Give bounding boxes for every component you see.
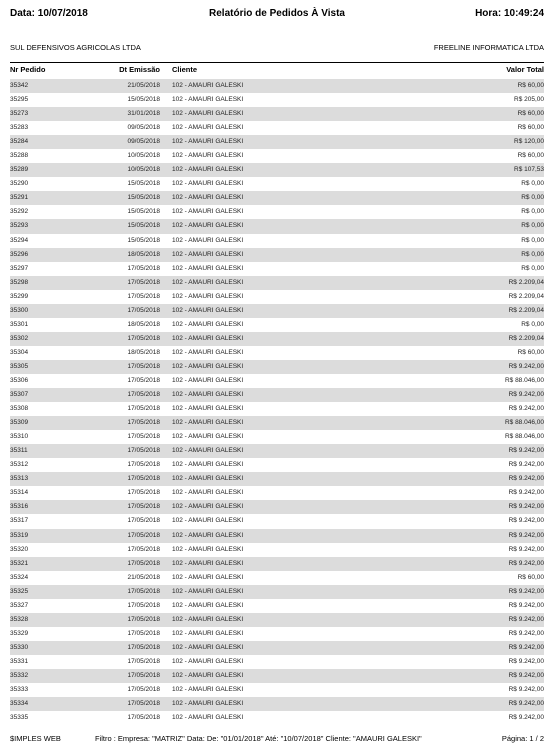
- header-divider: [10, 62, 544, 63]
- cell-issue-date: 21/05/2018: [127, 82, 160, 89]
- cell-order-number: 35310: [10, 433, 29, 441]
- table-row: [10, 500, 544, 514]
- cell-total-value: R$ 9.242,00: [508, 405, 544, 413]
- cell-issue-date: 17/05/2018: [127, 475, 160, 483]
- cell-order-number: 35299: [10, 292, 29, 300]
- cell-order-number: 35298: [10, 278, 29, 286]
- cell-client: 102 - AMAURI GALESKI: [172, 489, 244, 497]
- cell-total-value: R$ 88.046,00: [504, 433, 544, 441]
- cell-total-value: R$ 205,00: [514, 96, 544, 104]
- cell-client: 102 - AMAURI GALESKI: [172, 124, 244, 132]
- cell-client: 102 - AMAURI GALESKI: [172, 671, 244, 679]
- cell-total-value: R$ 0,00: [521, 180, 544, 188]
- cell-total-value: R$ 60,00: [517, 573, 544, 581]
- cell-order-number: 35328: [10, 615, 29, 623]
- cell-client: 102 - AMAURI GALESKI: [172, 110, 244, 118]
- table-row: [10, 430, 544, 444]
- table-row: [10, 107, 544, 121]
- table-row: [10, 529, 544, 543]
- cell-order-number: 35312: [10, 461, 29, 469]
- cell-client: 102 - AMAURI GALESKI: [172, 391, 244, 399]
- table-row: [10, 627, 544, 641]
- table-row: [10, 472, 544, 486]
- table-row: [10, 290, 544, 304]
- table-body: [10, 79, 544, 725]
- table-row: [10, 121, 544, 135]
- filter-text: Filtro : Empresa: "MATRIZ" Data: De: "01/01/2018" Até: "10/07/2018" Cliente: "AMAURI GALESKI": [95, 734, 422, 743]
- cell-issue-date: 17/05/2018: [127, 545, 160, 553]
- cell-issue-date: 17/05/2018: [127, 531, 160, 539]
- report-time: Hora: 10:49:24: [475, 8, 544, 19]
- cell-order-number: 35313: [10, 475, 29, 483]
- cell-issue-date: 17/05/2018: [127, 306, 160, 314]
- report-header: [10, 8, 544, 24]
- cell-issue-date: 10/05/2018: [127, 152, 160, 160]
- cell-client: 102 - AMAURI GALESKI: [172, 152, 244, 160]
- cell-issue-date: 15/05/2018: [127, 208, 160, 216]
- cell-client: 102 - AMAURI GALESKI: [172, 320, 244, 328]
- cell-total-value: R$ 2.209,04: [508, 278, 544, 286]
- table-row: [10, 205, 544, 219]
- cell-order-number: 35273: [10, 110, 29, 118]
- cell-client: 102 - AMAURI GALESKI: [172, 278, 244, 286]
- report-date: Data: 10/07/2018: [10, 8, 88, 19]
- cell-client: 102 - AMAURI GALESKI: [172, 531, 244, 539]
- client-company: SUL DEFENSIVOS AGRICOLAS LTDA: [10, 43, 141, 52]
- cell-client: 102 - AMAURI GALESKI: [172, 700, 244, 708]
- cell-client: 102 - AMAURI GALESKI: [172, 166, 244, 174]
- cell-order-number: 35300: [10, 306, 29, 314]
- cell-issue-date: 17/05/2018: [127, 671, 160, 679]
- cell-client: 102 - AMAURI GALESKI: [172, 334, 244, 342]
- cell-issue-date: 17/05/2018: [127, 264, 160, 272]
- cell-issue-date: 17/05/2018: [127, 334, 160, 342]
- cell-issue-date: 15/05/2018: [127, 96, 160, 104]
- cell-order-number: 35294: [10, 236, 29, 244]
- cell-client: 102 - AMAURI GALESKI: [172, 208, 244, 216]
- cell-issue-date: 17/05/2018: [127, 376, 160, 384]
- cell-issue-date: 17/05/2018: [127, 292, 160, 300]
- cell-client: 102 - AMAURI GALESKI: [172, 138, 244, 146]
- table-row: [10, 346, 544, 360]
- cell-client: 102 - AMAURI GALESKI: [172, 573, 244, 581]
- cell-issue-date: 18/05/2018: [127, 348, 160, 356]
- cell-order-number: 35317: [10, 517, 29, 525]
- cell-issue-date: 17/05/2018: [127, 419, 160, 427]
- cell-issue-date: 17/05/2018: [127, 714, 160, 722]
- table-row: [10, 655, 544, 669]
- table-row: [10, 276, 544, 290]
- cell-client: 102 - AMAURI GALESKI: [172, 194, 244, 202]
- cell-order-number: 35307: [10, 391, 29, 399]
- table-row: [10, 79, 544, 93]
- cell-issue-date: 17/05/2018: [127, 405, 160, 413]
- cell-total-value: R$ 60,00: [517, 348, 544, 356]
- cell-issue-date: 18/05/2018: [127, 320, 160, 328]
- cell-total-value: R$ 9.242,00: [508, 643, 544, 651]
- table-row: [10, 163, 544, 177]
- cell-order-number: 35333: [10, 686, 29, 694]
- column-header-client: Cliente: [172, 65, 198, 74]
- cell-issue-date: 17/05/2018: [127, 700, 160, 708]
- table-row: [10, 388, 544, 402]
- cell-order-number: 35334: [10, 700, 29, 708]
- cell-total-value: R$ 9.242,00: [508, 503, 544, 511]
- cell-client: 102 - AMAURI GALESKI: [172, 629, 244, 637]
- cell-issue-date: 17/05/2018: [127, 615, 160, 623]
- table-row: [10, 149, 544, 163]
- cell-client: 102 - AMAURI GALESKI: [172, 461, 244, 469]
- cell-total-value: R$ 0,00: [521, 222, 544, 230]
- cell-total-value: R$ 120,00: [514, 138, 544, 146]
- cell-total-value: R$ 88.046,00: [504, 376, 544, 384]
- cell-client: 102 - AMAURI GALESKI: [172, 475, 244, 483]
- cell-order-number: 35311: [10, 447, 28, 455]
- table-header: [10, 65, 544, 77]
- cell-client: 102 - AMAURI GALESKI: [172, 264, 244, 272]
- cell-total-value: R$ 9.242,00: [508, 475, 544, 483]
- cell-total-value: R$ 0,00: [521, 194, 544, 202]
- cell-order-number: 35329: [10, 629, 29, 637]
- table-row: [10, 599, 544, 613]
- cell-order-number: 35308: [10, 405, 29, 413]
- cell-total-value: R$ 9.242,00: [508, 461, 544, 469]
- cell-total-value: R$ 9.242,00: [508, 657, 544, 665]
- cell-client: 102 - AMAURI GALESKI: [172, 643, 244, 651]
- cell-issue-date: 17/05/2018: [127, 489, 160, 497]
- cell-total-value: R$ 9.242,00: [508, 559, 544, 567]
- cell-issue-date: 17/05/2018: [127, 686, 160, 694]
- table-row: [10, 93, 544, 107]
- cell-order-number: 35291: [10, 194, 29, 202]
- cell-client: 102 - AMAURI GALESKI: [172, 517, 244, 525]
- cell-total-value: R$ 9.242,00: [508, 601, 544, 609]
- cell-client: 102 - AMAURI GALESKI: [172, 587, 244, 595]
- cell-issue-date: 17/05/2018: [127, 433, 160, 441]
- cell-total-value: R$ 9.242,00: [508, 545, 544, 553]
- cell-issue-date: 17/05/2018: [127, 629, 160, 637]
- cell-total-value: R$ 2.209,04: [508, 292, 544, 300]
- cell-issue-date: 09/05/2018: [127, 138, 160, 146]
- cell-client: 102 - AMAURI GALESKI: [172, 292, 244, 300]
- cell-total-value: R$ 9.242,00: [508, 362, 544, 370]
- cell-order-number: 35304: [10, 348, 29, 356]
- cell-client: 102 - AMAURI GALESKI: [172, 657, 244, 665]
- cell-client: 102 - AMAURI GALESKI: [172, 559, 244, 567]
- cell-issue-date: 17/05/2018: [127, 362, 160, 370]
- cell-total-value: R$ 60,00: [517, 110, 544, 118]
- cell-order-number: 35293: [10, 222, 29, 230]
- cell-issue-date: 17/05/2018: [127, 643, 160, 651]
- report-footer: [10, 734, 544, 746]
- table-row: [10, 318, 544, 332]
- table-row: [10, 543, 544, 557]
- cell-order-number: 35316: [10, 503, 29, 511]
- cell-order-number: 35295: [10, 96, 29, 104]
- column-header-total: Valor Total: [506, 65, 544, 74]
- cell-total-value: R$ 9.242,00: [508, 714, 544, 722]
- cell-client: 102 - AMAURI GALESKI: [172, 601, 244, 609]
- cell-issue-date: 15/05/2018: [127, 180, 160, 188]
- table-row: [10, 683, 544, 697]
- cell-issue-date: 21/05/2018: [127, 573, 160, 581]
- cell-issue-date: 17/05/2018: [127, 447, 160, 455]
- cell-client: 102 - AMAURI GALESKI: [172, 447, 244, 455]
- cell-order-number: 35327: [10, 601, 29, 609]
- cell-total-value: R$ 88.046,00: [504, 419, 544, 427]
- cell-client: 102 - AMAURI GALESKI: [172, 433, 244, 441]
- cell-total-value: R$ 9.242,00: [508, 686, 544, 694]
- cell-issue-date: 09/05/2018: [127, 124, 160, 132]
- cell-total-value: R$ 0,00: [521, 250, 544, 258]
- cell-total-value: R$ 2.209,04: [508, 306, 544, 314]
- cell-total-value: R$ 0,00: [521, 264, 544, 272]
- cell-total-value: R$ 2.209,04: [508, 334, 544, 342]
- cell-total-value: R$ 0,00: [521, 236, 544, 244]
- cell-client: 102 - AMAURI GALESKI: [172, 222, 244, 230]
- cell-issue-date: 17/05/2018: [127, 559, 160, 567]
- table-row: [10, 135, 544, 149]
- table-row: [10, 177, 544, 191]
- cell-issue-date: 17/05/2018: [127, 657, 160, 665]
- cell-order-number: 35324: [10, 573, 29, 581]
- cell-issue-date: 15/05/2018: [127, 222, 160, 230]
- cell-order-number: 35284: [10, 138, 29, 146]
- table-row: [10, 669, 544, 683]
- table-row: [10, 613, 544, 627]
- cell-order-number: 35332: [10, 671, 29, 679]
- cell-order-number: 35342: [10, 82, 29, 89]
- table-row: [10, 332, 544, 346]
- cell-order-number: 35320: [10, 545, 29, 553]
- cell-total-value: R$ 9.242,00: [508, 587, 544, 595]
- cell-order-number: 35325: [10, 587, 29, 595]
- cell-total-value: R$ 9.242,00: [508, 391, 544, 399]
- table-row: [10, 262, 544, 276]
- cell-client: 102 - AMAURI GALESKI: [172, 180, 244, 188]
- cell-total-value: R$ 9.242,00: [508, 517, 544, 525]
- cell-issue-date: 17/05/2018: [127, 587, 160, 595]
- table-row: [10, 402, 544, 416]
- cell-order-number: 35289: [10, 166, 29, 174]
- cell-client: 102 - AMAURI GALESKI: [172, 376, 244, 384]
- cell-total-value: R$ 9.242,00: [508, 671, 544, 679]
- cell-total-value: R$ 9.242,00: [508, 447, 544, 455]
- cell-client: 102 - AMAURI GALESKI: [172, 686, 244, 694]
- table-row: [10, 234, 544, 248]
- table-row: [10, 191, 544, 205]
- cell-client: 102 - AMAURI GALESKI: [172, 236, 244, 244]
- table-row: [10, 248, 544, 262]
- table-row: [10, 585, 544, 599]
- cell-client: 102 - AMAURI GALESKI: [172, 419, 244, 427]
- cell-order-number: 35302: [10, 334, 29, 342]
- cell-total-value: R$ 9.242,00: [508, 531, 544, 539]
- table-row: [10, 571, 544, 585]
- cell-total-value: R$ 9.242,00: [508, 615, 544, 623]
- cell-order-number: 35305: [10, 362, 29, 370]
- cell-client: 102 - AMAURI GALESKI: [172, 250, 244, 258]
- cell-order-number: 35288: [10, 152, 29, 160]
- cell-client: 102 - AMAURI GALESKI: [172, 545, 244, 553]
- cell-total-value: R$ 9.242,00: [508, 489, 544, 497]
- cell-total-value: R$ 60,00: [517, 82, 544, 89]
- cell-order-number: 35283: [10, 124, 29, 132]
- cell-order-number: 35301: [10, 320, 29, 328]
- page-number: Página: 1 / 2: [501, 734, 544, 743]
- cell-issue-date: 17/05/2018: [127, 503, 160, 511]
- cell-client: 102 - AMAURI GALESKI: [172, 615, 244, 623]
- cell-order-number: 35330: [10, 643, 29, 651]
- cell-order-number: 35292: [10, 208, 29, 216]
- cell-issue-date: 17/05/2018: [127, 601, 160, 609]
- table-row: [10, 416, 544, 430]
- table-row: [10, 697, 544, 711]
- table-row: [10, 486, 544, 500]
- cell-total-value: R$ 9.242,00: [508, 629, 544, 637]
- table-row: [10, 219, 544, 233]
- table-row: [10, 557, 544, 571]
- cell-total-value: R$ 0,00: [521, 208, 544, 216]
- cell-order-number: 35309: [10, 419, 29, 427]
- cell-order-number: 35319: [10, 531, 29, 539]
- cell-order-number: 35306: [10, 376, 29, 384]
- column-header-order: Nr Pedido: [10, 65, 46, 74]
- cell-client: 102 - AMAURI GALESKI: [172, 306, 244, 314]
- cell-client: 102 - AMAURI GALESKI: [172, 714, 244, 722]
- cell-order-number: 35314: [10, 489, 29, 497]
- cell-order-number: 35296: [10, 250, 29, 258]
- cell-client: 102 - AMAURI GALESKI: [172, 82, 244, 89]
- cell-issue-date: 17/05/2018: [127, 391, 160, 399]
- cell-issue-date: 10/05/2018: [127, 166, 160, 174]
- cell-issue-date: 17/05/2018: [127, 278, 160, 286]
- cell-issue-date: 15/05/2018: [127, 236, 160, 244]
- report-title: Relatório de Pedidos À Vista: [209, 8, 345, 19]
- cell-issue-date: 17/05/2018: [127, 517, 160, 525]
- cell-order-number: 35297: [10, 264, 29, 272]
- table-row: [10, 304, 544, 318]
- table-row: [10, 514, 544, 528]
- table-row: [10, 458, 544, 472]
- cell-client: 102 - AMAURI GALESKI: [172, 503, 244, 511]
- table-row: [10, 641, 544, 655]
- table-row: [10, 374, 544, 388]
- table-row: [10, 444, 544, 458]
- cell-client: 102 - AMAURI GALESKI: [172, 405, 244, 413]
- cell-total-value: R$ 0,00: [521, 320, 544, 328]
- cell-order-number: 35290: [10, 180, 29, 188]
- cell-total-value: R$ 60,00: [517, 124, 544, 132]
- cell-issue-date: 18/05/2018: [127, 250, 160, 258]
- cell-order-number: 35321: [10, 559, 29, 567]
- table-row: [10, 360, 544, 374]
- cell-order-number: 35331: [10, 657, 29, 665]
- cell-issue-date: 15/05/2018: [127, 194, 160, 202]
- cell-client: 102 - AMAURI GALESKI: [172, 362, 244, 370]
- vendor-company: FREELINE INFORMATICA LTDA: [433, 43, 544, 52]
- cell-issue-date: 17/05/2018: [127, 461, 160, 469]
- cell-total-value: R$ 107,53: [514, 166, 544, 174]
- column-header-date: Dt Emissão: [119, 65, 160, 74]
- system-name: $IMPLES WEB: [10, 734, 61, 743]
- cell-client: 102 - AMAURI GALESKI: [172, 96, 244, 104]
- table-row: [10, 711, 544, 725]
- cell-issue-date: 31/01/2018: [127, 110, 160, 118]
- cell-total-value: R$ 60,00: [517, 152, 544, 160]
- cell-client: 102 - AMAURI GALESKI: [172, 348, 244, 356]
- cell-total-value: R$ 9.242,00: [508, 700, 544, 708]
- cell-order-number: 35335: [10, 714, 29, 722]
